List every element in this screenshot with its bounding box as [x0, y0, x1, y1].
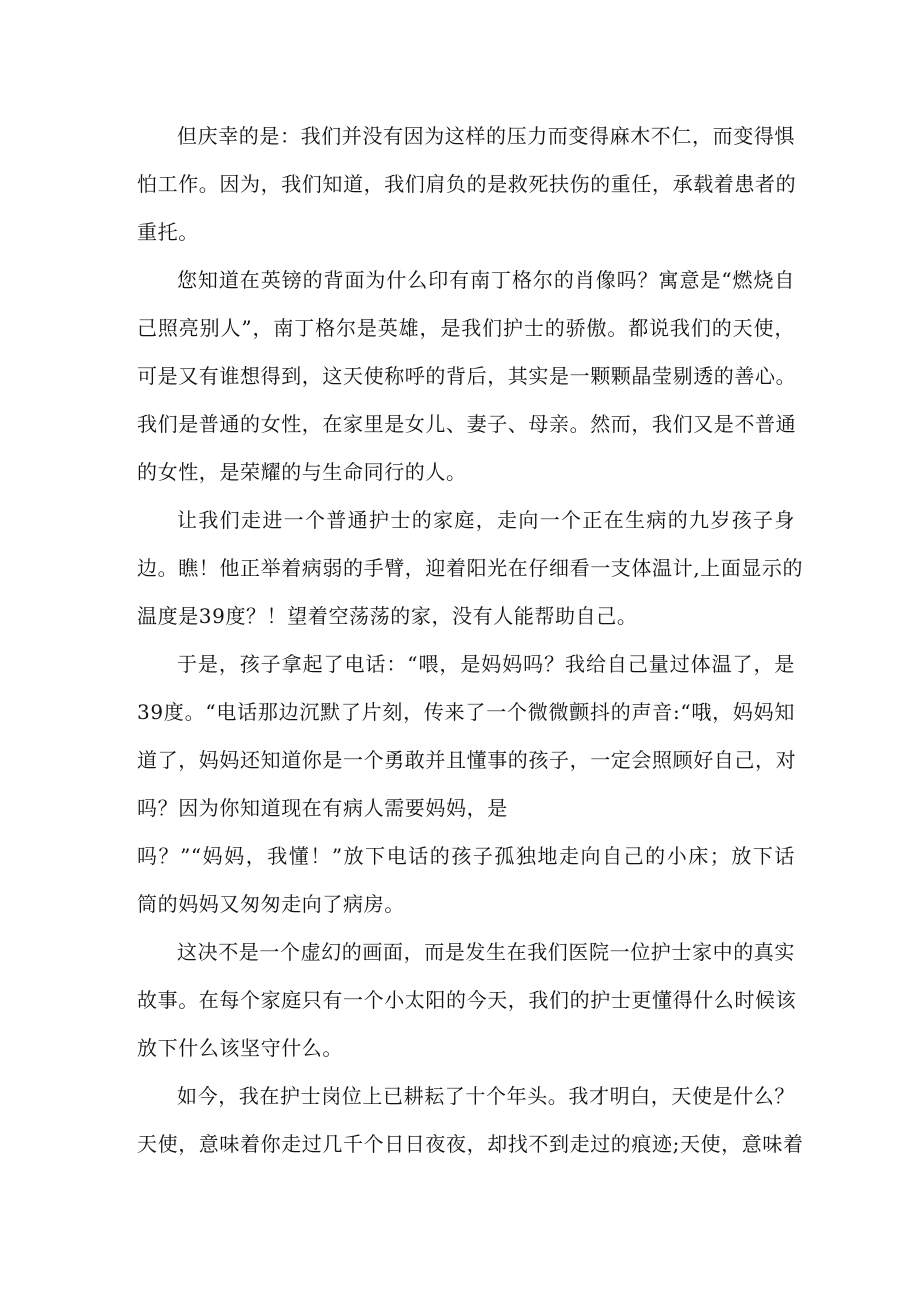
paragraph-6 — [137, 1072, 804, 1168]
text-line: 己照亮别人”，南丁格尔是英雄，是我们护士的骄傲。都说我们的天使， — [137, 316, 795, 340]
text-line: 温度是39度？！望着空荡荡的家，没有人能帮助自己。 — [137, 604, 638, 628]
text-line: 让我们走进一个普通护士的家庭，走向一个正在生病的九岁孩子身 — [177, 508, 795, 532]
text-line: 道了，妈妈还知道你是一个勇敢并且懂事的孩子，一定会照顾好自己，对 — [137, 748, 797, 772]
paragraph-1 — [137, 112, 795, 256]
text-line: 但庆幸的是：我们并没有因为这样的压力而变得麻木不仁，而变得惧 — [177, 124, 795, 148]
text-line: 于是，孩子拿起了电话：“喂，是妈妈吗？我给自己量过体温了，是 — [177, 652, 795, 676]
paragraph-5 — [137, 928, 795, 1072]
paragraph-2 — [137, 256, 795, 496]
text-line: 可是又有谁想得到，这天使称呼的背后，其实是一颗颗晶莹剔透的善心。 — [137, 364, 797, 388]
text-line: 这决不是一个虚幻的画面，而是发生在我们医院一位护士家中的真实 — [177, 940, 795, 964]
text-line: 吗？因为你知道现在有病人需要妈妈，是 — [137, 796, 508, 820]
text-line: 我们是普通的女性，在家里是女儿、妻子、母亲。然而，我们又是不普通 — [137, 412, 797, 436]
text-line: 如今，我在护士岗位上已耕耘了十个年头。我才明白，天使是什么？ — [177, 1084, 795, 1108]
text-line: 您知道在英镑的背面为什么印有南丁格尔的肖像吗？寓意是“燃烧自 — [177, 268, 795, 292]
text-line: 天使，意味着你走过几千个日日夜夜，却找不到走过的痕迹;天使，意味着 — [137, 1132, 804, 1156]
text-line: 筒的妈妈又匆匆走向了病房。 — [137, 892, 405, 916]
text-line: 的女性，是荣耀的与生命同行的人。 — [137, 460, 467, 484]
text-line: 吗？”“妈妈，我懂！”放下电话的孩子孤独地走向自己的小床；放下话 — [137, 844, 795, 868]
document-body — [137, 112, 804, 1168]
paragraph-4 — [137, 640, 795, 928]
text-line: 边。瞧！他正举着病弱的手臂，迎着阳光在仔细看一支体温计,上面显示的 — [137, 556, 804, 580]
text-line: 重托。 — [137, 220, 199, 244]
text-line: 39度。“电话那边沉默了片刻，传来了一个微微颤抖的声音:“哦，妈妈知 — [137, 700, 795, 724]
text-line: 故事。在每个家庭只有一个小太阳的今天，我们的护士更懂得什么时候该 — [137, 988, 797, 1012]
text-line: 怕工作。因为，我们知道，我们肩负的是救死扶伤的重任，承载着患者的 — [137, 172, 797, 196]
text-line: 放下什么该坚守什么。 — [137, 1036, 343, 1060]
paragraph-3 — [137, 496, 804, 640]
